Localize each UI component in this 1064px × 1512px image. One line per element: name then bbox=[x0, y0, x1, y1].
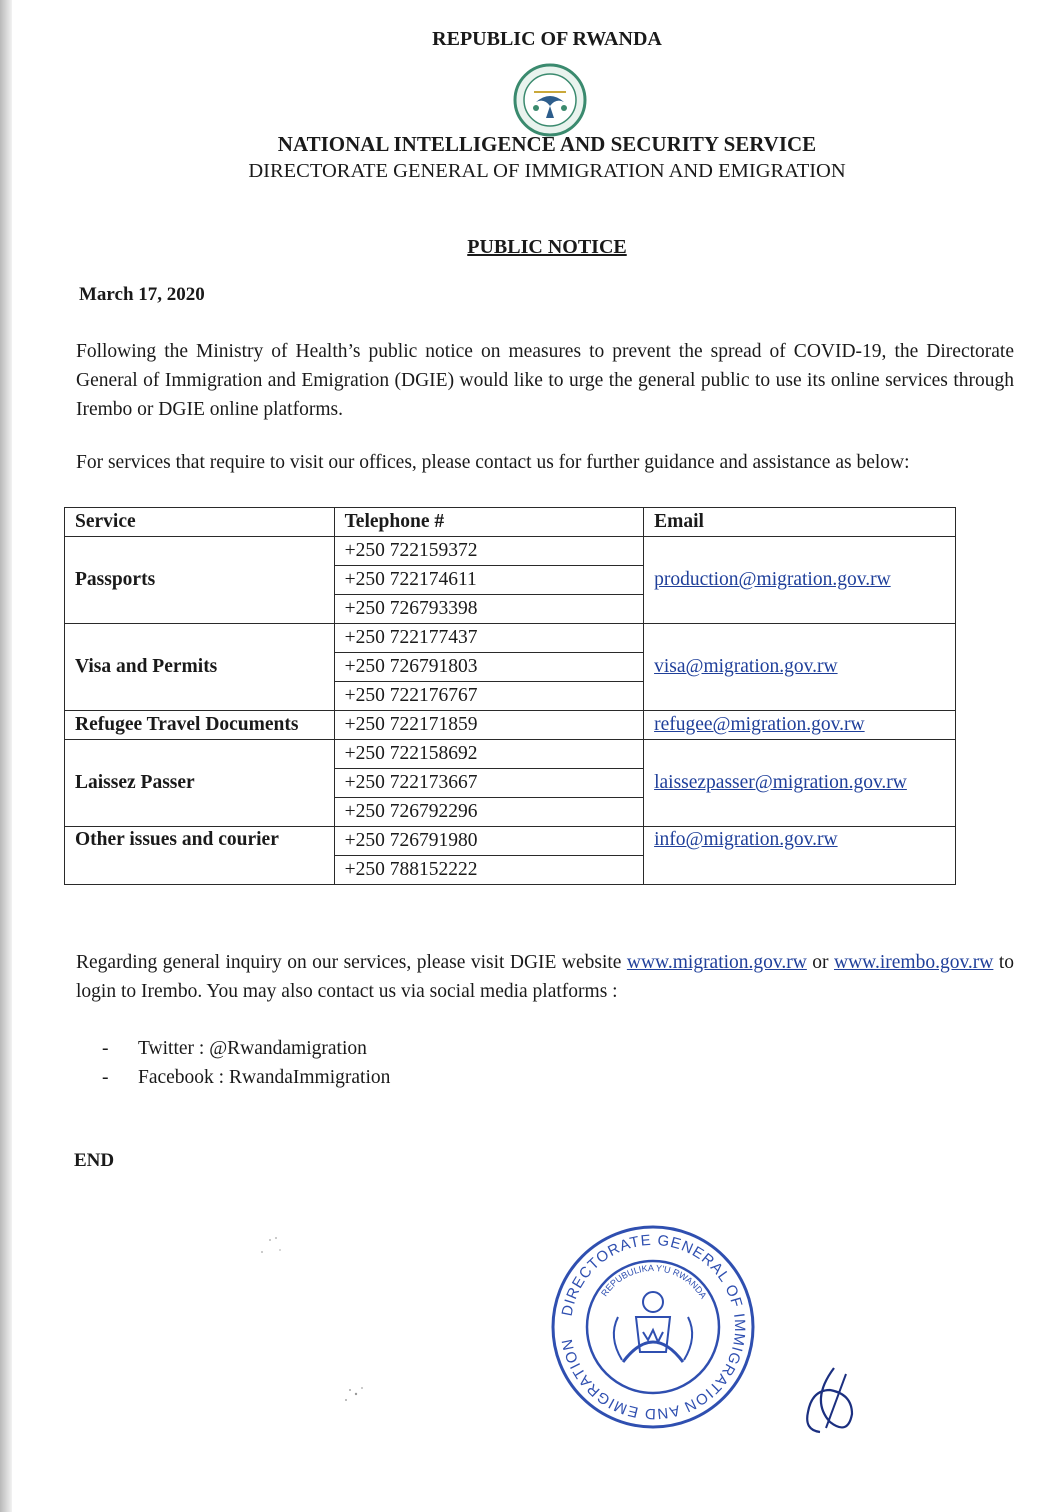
phone-cell: +250 726791980 bbox=[334, 827, 643, 856]
email-cell bbox=[644, 740, 956, 827]
table-row bbox=[65, 624, 956, 653]
phone-cell: +250 722171859 bbox=[334, 711, 643, 740]
stamp-inner-text: REPUBULIKA Y'U RWANDA bbox=[599, 1262, 709, 1301]
service-cell: Other issues and courier bbox=[65, 827, 335, 885]
email-cell bbox=[644, 827, 956, 885]
phone-cell: +250 726792296 bbox=[334, 798, 643, 827]
phone-cell: +250 722176767 bbox=[334, 682, 643, 711]
header-telephone: Telephone # bbox=[334, 508, 643, 537]
service-cell: Passports bbox=[65, 537, 335, 624]
website-link[interactable]: www.migration.gov.rw bbox=[626, 952, 807, 973]
table-header-row bbox=[65, 508, 956, 537]
closing-paragraph bbox=[76, 948, 1014, 1006]
directorate-heading: DIRECTORATE GENERAL OF IMMIGRATION AND EMIGRATION bbox=[248, 160, 846, 182]
service-cell: Refugee Travel Documents bbox=[65, 711, 335, 740]
official-stamp bbox=[548, 1222, 758, 1432]
notice-date: March 17, 2020 bbox=[79, 284, 205, 305]
social-item-twitter: - Twitter : @Rwandamigration bbox=[102, 1034, 390, 1063]
closing-text-c: to login to Irembo. You may also contact us via social media platforms : bbox=[76, 952, 1014, 1002]
scan-specks bbox=[250, 1230, 390, 1430]
phone-cell: +250 726791803 bbox=[334, 653, 643, 682]
email-cell bbox=[644, 711, 956, 740]
country-heading: REPUBLIC OF RWANDA bbox=[432, 28, 662, 50]
social-item-facebook: - Facebook : RwandaImmigration bbox=[102, 1063, 390, 1092]
email-cell bbox=[644, 624, 956, 711]
closing-text-a: Regarding general inquiry on our services, please visit DGIE website bbox=[76, 952, 627, 973]
phone-cell: +250 722159372 bbox=[334, 537, 643, 566]
social-media-list bbox=[102, 1034, 390, 1092]
header-email: Email bbox=[644, 508, 956, 537]
email-link[interactable]: laissezpasser@migration.gov.rw bbox=[654, 772, 907, 793]
closing-text-b: or bbox=[806, 952, 834, 973]
email-link[interactable]: visa@migration.gov.rw bbox=[654, 656, 838, 677]
phone-cell: +250 722177437 bbox=[334, 624, 643, 653]
table-row bbox=[65, 740, 956, 769]
email-link[interactable]: production@migration.gov.rw bbox=[654, 569, 891, 590]
contacts-table bbox=[64, 507, 956, 885]
phone-cell: +250 788152222 bbox=[334, 856, 643, 885]
email-cell bbox=[644, 537, 956, 624]
phone-cell: +250 726793398 bbox=[334, 595, 643, 624]
phone-cell: +250 722174611 bbox=[334, 566, 643, 595]
email-link[interactable]: refugee@migration.gov.rw bbox=[654, 714, 865, 735]
stamp-ring-text: DIRECTORATE GENERAL OF IMMIGRATION AND EMIGRATION bbox=[558, 1231, 749, 1423]
contact-lead-paragraph: For services that require to visit our offices, please contact us for further guidance and assistance as below: bbox=[76, 452, 910, 473]
svg-text:REPUBULIKA Y'U RWANDA bbox=[599, 1263, 708, 1301]
agency-heading: NATIONAL INTELLIGENCE AND SECURITY SERVICE bbox=[277, 132, 817, 156]
phone-cell: +250 722173667 bbox=[334, 769, 643, 798]
end-marker: END bbox=[74, 1150, 115, 1171]
irembo-link[interactable]: www.irembo.gov.rw bbox=[833, 952, 994, 973]
table-row bbox=[65, 827, 956, 856]
handwritten-signature bbox=[790, 1360, 870, 1440]
intro-paragraph: Following the Ministry of Health’s public notice on measures to prevent the spread of COVID-19, the Directorate General of Immigration and Emigration (DGIE) would like to urge the general public to use its online services through Irembo or DGIE online platforms. bbox=[76, 341, 1014, 420]
table-row bbox=[65, 537, 956, 566]
service-cell: Visa and Permits bbox=[65, 624, 335, 711]
table-row bbox=[65, 711, 956, 740]
phone-cell: +250 722158692 bbox=[334, 740, 643, 769]
scan-edge-shadow bbox=[0, 0, 12, 1512]
email-link[interactable]: info@migration.gov.rw bbox=[654, 829, 838, 850]
national-emblem-logo bbox=[512, 62, 588, 138]
service-cell: Laissez Passer bbox=[65, 740, 335, 827]
notice-title: PUBLIC NOTICE bbox=[467, 236, 627, 258]
header-service: Service bbox=[65, 508, 335, 537]
